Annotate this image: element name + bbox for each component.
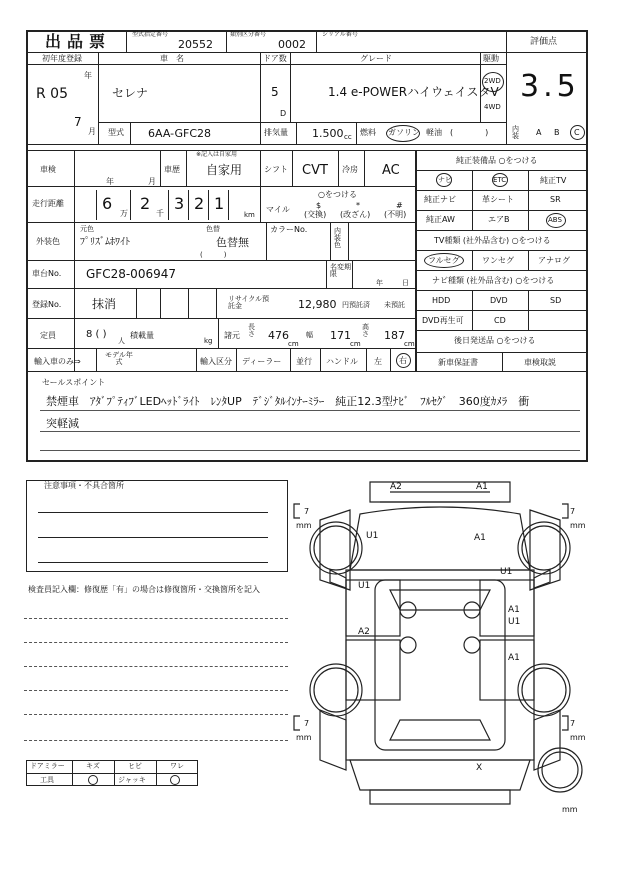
height-label: 高さ [362, 323, 369, 338]
first-reg-label: 初年度登録 [42, 54, 82, 63]
color-no-label: カラーNo. [270, 225, 308, 234]
length-cm: cm [288, 340, 299, 348]
handle-left: 左 [374, 357, 382, 366]
tamper-text: (改ざん) [340, 210, 371, 219]
dealer-label: ディーラー [242, 357, 282, 366]
shaken-month: 月 [148, 177, 156, 186]
grade-label: グレード [360, 54, 392, 63]
mark-fender-left: U1 [366, 531, 379, 541]
first-reg-era: R 05 [36, 86, 68, 102]
model-year-label: モデル年式 [105, 351, 133, 366]
man-unit: 万 [120, 209, 128, 218]
kg-unit: kg [204, 337, 213, 345]
name-change-label: 名変期限 [330, 263, 351, 278]
manual: 車検取説 [524, 358, 556, 367]
exchange-sym: $ [316, 201, 322, 210]
eq-tv: 純正TV [540, 176, 567, 185]
mileage-label: 走行距離 [32, 199, 64, 208]
eq-abs: ABS [548, 216, 562, 224]
km-unit: km [244, 211, 255, 219]
sales-line-2: 突軽減 [46, 417, 79, 430]
mark-front-door-right: A1 [508, 605, 520, 615]
color-label: 外装色 [36, 237, 60, 246]
model-type-label: 型式 [108, 128, 124, 137]
length-value: 476 [268, 329, 289, 342]
mark-front-bumper-right: A1 [476, 482, 488, 492]
width-value: 171 [330, 329, 351, 342]
class-code-value: 0002 [278, 38, 306, 51]
circle-note: ○をつける [318, 190, 357, 199]
tv-oneseg: ワンセグ [482, 256, 514, 265]
drive-label: 駆動 [483, 54, 499, 63]
mark-front-door-left: U1 [358, 581, 371, 591]
recycle-label: リサイクル預託金 [228, 295, 270, 310]
recycle-value: 12,980 [298, 298, 337, 311]
nc-day: 日 [402, 279, 409, 287]
tire-rl-value: 7 [304, 719, 310, 728]
mileage-digit-1: 6 [102, 194, 113, 213]
tire-rr-mm: mm [570, 733, 586, 742]
parallel-label: 並行 [296, 357, 312, 366]
sales-line-1: 禁煙車 ｱﾀﾞﾌﾟﾃｨﾌﾞLEDﾍｯﾄﾞﾗｲﾄ ﾚﾝﾀUP ﾃﾞｼﾞﾀﾙｲﾝﾅｰﾐﾗｰ 純正12.3型ﾅﾋﾞ ﾌﾙｾｸﾞ 360度ｶﾒﾗ 衝 [46, 395, 530, 408]
orig-color: ﾌﾟﾘｽﾞﾑﾎﾜｲﾄ [80, 237, 130, 248]
interior-b: B [554, 128, 560, 137]
capacity-label: 定員 [40, 331, 56, 340]
mileage-digit-5: 1 [214, 194, 225, 213]
ac-value: AC [382, 163, 400, 178]
caution-label: 注意事項・不具合箇所 [44, 481, 124, 490]
cc-unit: cc [344, 133, 352, 141]
door-count: 5 [271, 85, 279, 99]
displacement-value: 1.500 [312, 127, 344, 140]
car-diagram [290, 470, 600, 820]
use-label: 車歴 [164, 165, 180, 174]
caution-box [26, 480, 288, 572]
inspector-label: 検査員記入欄：修復歴「有」の場合は修復箇所・交換箇所を記入 [28, 585, 260, 594]
door-suffix: D [280, 109, 287, 118]
eq-navi: ナビ [438, 176, 452, 184]
eq-aw: 純正AW [426, 215, 455, 224]
load-label: 積載量 [130, 331, 154, 340]
car-name-label: 車 名 [160, 54, 184, 63]
tv-fullseg: フルセグ [428, 256, 460, 265]
mileage-digit-4: 2 [194, 194, 205, 213]
unknown-sym: # [396, 201, 403, 210]
mark-rear-door-right: A1 [508, 653, 520, 663]
model-type-value: 6AA-GFC28 [148, 127, 212, 140]
model-code-label: 型式指定番号 [132, 31, 169, 38]
eq-etc: ETC [493, 176, 507, 184]
shaken-year: 年 [106, 177, 114, 186]
handle-label: ハンドル [326, 357, 358, 366]
mark-rear-door-left: A2 [358, 627, 370, 637]
mark-roof: U1 [500, 567, 513, 577]
fuel-diesel: 軽油 [426, 128, 442, 137]
shaken-label: 車検 [40, 165, 56, 174]
score-label: 評価点 [530, 37, 558, 47]
tire-rr-value: 7 [570, 719, 576, 728]
tv-label: TV種類 (社外品含む) ○をつける [434, 236, 551, 245]
mileage-digit-2: 2 [140, 194, 151, 213]
reg-value: 抹消 [92, 297, 117, 311]
evaluation-score: 3.5 [520, 69, 580, 104]
navi-dvd-play: DVD再生可 [422, 316, 464, 325]
repaint-value: 色替無 [216, 236, 249, 249]
legend-crack: ヒビ [128, 762, 142, 770]
use-value: 自家用 [206, 163, 243, 177]
use-note: ※記入は自家用 [196, 151, 238, 158]
detail-table [26, 150, 416, 372]
form-title: 出品票 [45, 32, 112, 51]
shift-value: CVT [302, 163, 328, 178]
navi-dvd: DVD [490, 296, 508, 305]
width-cm: cm [350, 340, 361, 348]
navi-cd: CD [494, 316, 506, 325]
legend-tools: 工具 [40, 776, 54, 784]
capacity-value: 8 ( ) [86, 329, 107, 340]
fuel-label: 燃料 [360, 128, 376, 137]
repaint-label: 色替 [206, 225, 220, 233]
navi-hdd: HDD [432, 296, 451, 305]
nc-year: 年 [376, 279, 383, 287]
eq-genuine-navi: 純正ナビ [424, 195, 456, 204]
reg-label: 登録No. [32, 300, 62, 309]
drive-2wd: 2WD [484, 77, 501, 85]
serial-label: シリアル番号 [322, 31, 358, 38]
orig-color-label: 元色 [80, 225, 94, 233]
import-label: 輸入車のみ⇒ [34, 357, 81, 366]
recycle-unpaid: 未預託 [384, 301, 405, 309]
sen-unit: 千 [156, 209, 164, 218]
mile-label: マイル [266, 205, 290, 214]
tv-analog: アナログ [538, 256, 570, 265]
chassis-label: 車台No. [32, 269, 62, 278]
drive-4wd: 4WD [484, 103, 501, 111]
spare-mm: mm [562, 805, 578, 814]
legend-tools-check [88, 775, 98, 785]
car-name: セレナ [112, 86, 149, 100]
tire-fl-value: 7 [304, 507, 310, 516]
eq-airbag: エアB [488, 215, 510, 224]
mark-hood: A1 [474, 533, 486, 543]
shift-label: シフト [264, 165, 288, 174]
mark-door-right-u: U1 [508, 617, 521, 627]
interior-a: A [536, 128, 542, 137]
dims-label: 諸元 [224, 331, 240, 340]
class-code-label: 類別区分番号 [230, 31, 267, 38]
exchange-text: (交換) [304, 210, 327, 219]
ac-label: 冷房 [342, 165, 358, 174]
legend-break: ワレ [170, 762, 184, 770]
door-count-label: ドア数 [263, 54, 287, 63]
eq-sr: SR [550, 195, 561, 204]
reissue-label: 後日発送品 ○をつける [454, 336, 536, 345]
warranty: 新車保証書 [438, 358, 478, 367]
year-unit: 年 [84, 71, 92, 80]
handle-right: 右 [399, 356, 407, 365]
interior-label: 内装 [512, 125, 519, 140]
int-color-label: 内装色 [334, 227, 341, 249]
displacement-label: 排気量 [264, 128, 288, 137]
tamper-sym: * [356, 201, 360, 210]
legend-jack-check [170, 775, 180, 785]
tire-fl-mm: mm [296, 521, 312, 530]
persons-unit: 人 [118, 337, 125, 345]
fuel-gasoline: ガソリン [388, 128, 420, 137]
legend-jack: ジャッキ [118, 776, 146, 784]
mileage-digit-3: 3 [174, 194, 185, 213]
chassis-value: GFC28-006947 [86, 267, 176, 281]
tire-fr-mm: mm [570, 521, 586, 530]
model-code-value: 20552 [178, 38, 213, 51]
grade-value: 1.4 e-POWERハイウェイスタV [328, 85, 499, 99]
import-cat-label: 輸入区分 [200, 357, 232, 366]
mark-front-bumper-left: A2 [390, 482, 402, 492]
first-reg-month: 7 [74, 115, 82, 129]
fuel-other: ( ) [450, 128, 489, 137]
mark-rear: X [476, 763, 483, 773]
width-label: 幅 [306, 331, 313, 339]
month-unit: 月 [88, 127, 96, 136]
navi-sd: SD [550, 296, 562, 305]
legend-scratch: キズ [86, 762, 100, 770]
interior-c: C [574, 128, 580, 137]
recycle-paid: 円預託済 [342, 301, 370, 309]
eq-leather: 革シート [482, 195, 514, 204]
tire-rl-mm: mm [296, 733, 312, 742]
sales-label: セールスポイント [42, 378, 106, 387]
length-label: 長さ [248, 323, 255, 338]
tire-fr-value: 7 [570, 507, 576, 516]
height-value: 187 [384, 329, 405, 342]
legend-mirror: ドアミラー [30, 762, 65, 770]
genuine-label: 純正装備品 ○をつける [456, 156, 538, 165]
repaint-paren: ( ) [200, 251, 227, 259]
navi-label: ナビ種類 (社外品含む) ○をつける [432, 276, 555, 285]
unknown-text: (不明) [384, 210, 407, 219]
height-cm: cm [404, 340, 415, 348]
